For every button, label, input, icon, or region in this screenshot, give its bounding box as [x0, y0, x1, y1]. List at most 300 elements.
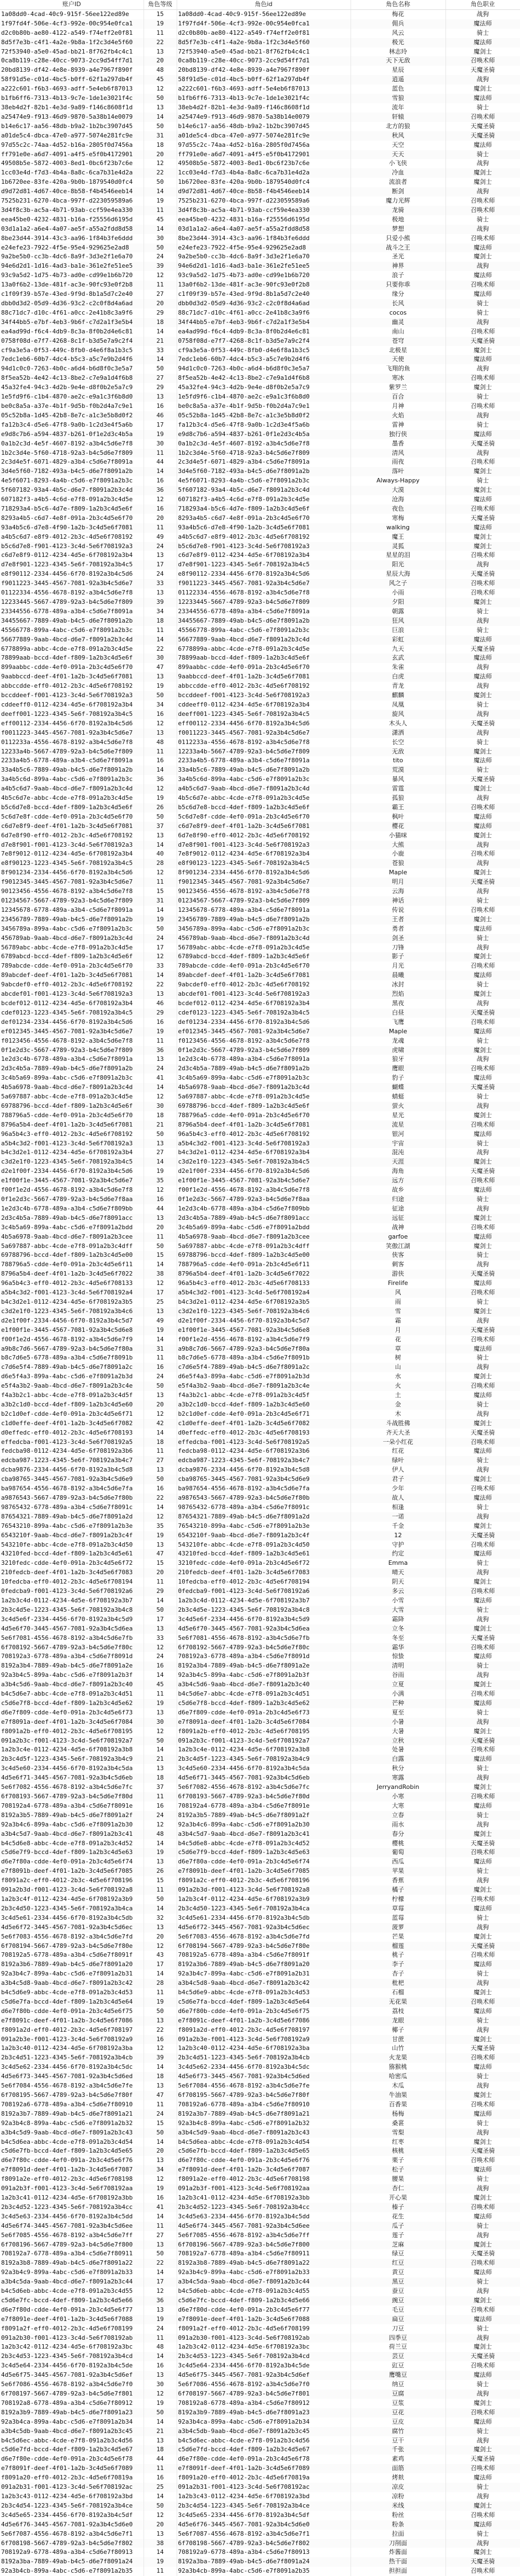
cell-role-job[interactable]: 魔剑士 — [445, 1307, 520, 1316]
cell-role-job[interactable]: 魔法师 — [445, 1857, 520, 1867]
cell-role-id[interactable]: 2b3c4d5f-1223-4345-5e6f-708192a3b4c9 — [177, 1755, 351, 1764]
cell-role-job[interactable]: 骑士 — [445, 980, 520, 990]
cell-role-level[interactable]: 32 — [144, 1914, 177, 1923]
cell-role-level[interactable]: 16 — [144, 756, 177, 766]
cell-role-name[interactable]: 花 — [351, 1335, 445, 1345]
cell-role-id[interactable]: c6d7e8f9-0112-4234-4d5e-6f708192a3b4 — [177, 551, 351, 560]
cell-role-id[interactable]: 6f708195-5667-4789-92a3-b4c5d6e7f80f — [177, 2091, 351, 2100]
cell-role-level[interactable]: 24 — [144, 2110, 177, 2119]
cell-role-job[interactable]: 召唤术师 — [445, 196, 520, 206]
cell-account-id[interactable]: 3c4d5e65-2334-4456-6f70-8192a3b4c5df — [0, 2511, 144, 2520]
cell-role-name[interactable]: 千张 — [351, 2445, 445, 2455]
table-row[interactable] — [0, 2389, 520, 2399]
cell-role-id[interactable]: a5b4c3d2-f001-4123-3c4d-5e6f708192a4 — [177, 1288, 351, 1298]
cell-role-level[interactable]: 50 — [144, 178, 177, 187]
cell-account-id[interactable]: d6e7f80d-cdde-4ef0-091a-2b3c4d5e6f77 — [0, 2306, 144, 2315]
cell-role-id[interactable]: e8f90112-2334-4456-6f70-8192a3b4c5d6 — [177, 570, 351, 579]
table-row[interactable] — [0, 1699, 520, 1708]
cell-account-id[interactable]: 69788796-bccd-4def-f809-1a2b3c4d5e6f — [0, 1102, 144, 1111]
cell-role-id[interactable]: 38eb4d2f-82b1-4e3d-9a89-f146c8608f1d — [177, 103, 351, 113]
cell-account-id[interactable]: 56677889-9aab-4bcd-d6e7-f8091a2b3c4d — [0, 635, 144, 645]
cell-account-id[interactable]: 708192a8-6778-489a-a3b4-c5d6e7f80912 — [0, 2399, 144, 2408]
cell-role-level[interactable]: 46 — [144, 411, 177, 421]
table-row[interactable] — [0, 1410, 520, 1419]
cell-role-job[interactable]: 骑士 — [445, 700, 520, 710]
table-row[interactable] — [0, 2371, 520, 2380]
cell-account-id[interactable]: b4c3d2e1-0112-4234-4d5e-6f708192a3b4 — [0, 1148, 144, 1157]
cell-role-level[interactable]: 19 — [144, 1531, 177, 1541]
cell-role-id[interactable]: 4e5f6071-8293-4a4b-c5d6-e7f8091a2b3c — [177, 476, 351, 486]
cell-role-name[interactable]: 独行侠 — [351, 430, 445, 439]
cell-account-id[interactable]: 708192a6-6778-489a-a3b4-c5d6e7f80910 — [0, 2100, 144, 2110]
cell-role-level[interactable]: 45 — [144, 75, 177, 84]
table-row[interactable] — [0, 2016, 520, 2026]
cell-role-level[interactable]: 49 — [144, 1316, 177, 1326]
cell-role-level[interactable]: 17 — [144, 1960, 177, 1969]
cell-role-job[interactable]: 魔法师 — [445, 635, 520, 645]
cell-account-id[interactable]: 708192a3-6778-489a-a3b4-c5d6e7f8091d — [0, 1652, 144, 1661]
cell-role-id[interactable]: 01122334-4556-4678-8192-a3b4c5d6e7f8 — [177, 588, 351, 598]
cell-role-level[interactable]: 12 — [144, 952, 177, 962]
cell-role-name[interactable]: 凤凰 — [351, 700, 445, 710]
cell-role-name[interactable]: 荔枝 — [351, 2007, 445, 2016]
cell-role-name[interactable]: 纳豆 — [351, 2380, 445, 2389]
table-row[interactable] — [0, 626, 520, 635]
cell-role-job[interactable]: 战狗 — [445, 617, 520, 626]
cell-role-id[interactable]: f8091a20-eff0-4012-2b3c-4d5e6f70819a — [177, 2473, 351, 2483]
cell-role-level[interactable]: 14 — [144, 1157, 177, 1167]
cell-role-level[interactable]: 11 — [144, 747, 177, 757]
cell-role-job[interactable]: 魔剑士 — [445, 2091, 520, 2100]
table-row[interactable] — [0, 1270, 520, 1279]
cell-role-level[interactable]: 13 — [144, 2530, 177, 2539]
cell-role-id[interactable]: bcdef012-0112-4234-4d5e-6f708192a3b4 — [177, 999, 351, 1008]
cell-role-job[interactable]: 魔法师 — [445, 1447, 520, 1456]
table-row[interactable] — [0, 645, 520, 654]
cell-role-name[interactable]: 立春 — [351, 1811, 445, 1820]
cell-role-level[interactable]: 19 — [144, 1699, 177, 1708]
cell-account-id[interactable]: 12345678-6778-489a-a3b4-c5d6e7f8091a — [0, 906, 144, 915]
cell-role-name[interactable]: 极光 — [351, 38, 445, 47]
cell-role-level[interactable]: 14 — [144, 2418, 177, 2427]
cell-role-level[interactable]: 13 — [144, 2240, 177, 2250]
cell-role-name[interactable]: 星辰 — [351, 66, 445, 75]
table-row[interactable] — [0, 1475, 520, 1484]
table-row[interactable] — [0, 607, 520, 617]
cell-role-name[interactable]: 多云 — [351, 1587, 445, 1596]
cell-role-level[interactable]: 21 — [144, 1755, 177, 1764]
cell-role-job[interactable]: 召唤术师 — [445, 2259, 520, 2268]
table-row[interactable] — [0, 1960, 520, 1969]
table-row[interactable] — [0, 1643, 520, 1653]
cell-role-level[interactable]: 36 — [144, 775, 177, 784]
cell-role-id[interactable]: 45a32fe4-94c3-4d2b-9e4e-d8f0b2e5a7c9 — [177, 383, 351, 392]
cell-role-name[interactable]: 哈密瓜 — [351, 2072, 445, 2081]
cell-role-name[interactable]: 橘子 — [351, 1885, 445, 1895]
cell-role-job[interactable]: 魔剑士 — [445, 2399, 520, 2408]
cell-role-name[interactable]: 风 — [351, 1288, 445, 1298]
cell-role-level[interactable]: 16 — [144, 504, 177, 514]
cell-role-job[interactable]: 魔剑士 — [445, 747, 520, 757]
cell-role-id[interactable]: dbb0d3d2-05d9-4d36-93c2-c2c0f8d4a6ad — [177, 299, 351, 309]
cell-role-job[interactable]: 魔剑士 — [445, 2501, 520, 2511]
cell-role-id[interactable]: 4d5e6f75-3445-4567-7081-92a3b4c5d6ef — [177, 2371, 351, 2380]
cell-role-level[interactable]: 11 — [144, 2567, 177, 2576]
cell-role-id[interactable]: 2b3c4d52-1223-4345-5e6f-708192a3b4cc — [177, 2203, 351, 2212]
cell-account-id[interactable]: 4b5c6d7e-abbc-4cde-e7f8-091a2b3c4d5e — [0, 794, 144, 803]
cell-role-job[interactable]: 召唤术师 — [445, 327, 520, 337]
cell-role-job[interactable]: 召唤术师 — [445, 1484, 520, 1494]
cell-role-name[interactable]: 鹰眼 — [351, 1064, 445, 1074]
cell-role-id[interactable]: 789abcde-cdde-4ef0-091a-2b3c4d5e6f70 — [177, 962, 351, 971]
cell-role-name[interactable]: 莲子 — [351, 2231, 445, 2240]
table-row[interactable] — [0, 2277, 520, 2287]
cell-role-name[interactable]: 雪梨 — [351, 2128, 445, 2138]
cell-role-id[interactable]: f8091a2f-eff0-4012-2b3c-4d5e6f708199 — [177, 2324, 351, 2334]
cell-role-job[interactable]: 魔剑士 — [445, 467, 520, 476]
cell-role-id[interactable]: 1a08dd0-4cad-40c9-915f-56ee122ed89e — [177, 9, 351, 19]
table-row[interactable] — [0, 1018, 520, 1027]
table-row[interactable] — [0, 1549, 520, 1559]
table-row[interactable] — [0, 1186, 520, 1195]
cell-role-id[interactable]: 94d1c0c0-7263-4b0c-a6d4-b6d8f0c3e5a7 — [177, 364, 351, 374]
table-row[interactable] — [0, 1447, 520, 1456]
cell-role-level[interactable]: 50 — [144, 2249, 177, 2259]
table-row[interactable] — [0, 1615, 520, 1624]
cell-role-level[interactable]: 13 — [144, 2436, 177, 2446]
cell-role-level[interactable]: 12 — [144, 84, 177, 94]
cell-role-job[interactable]: 召唤术师 — [445, 234, 520, 243]
cell-role-level[interactable]: 12 — [144, 1820, 177, 1830]
cell-account-id[interactable]: 45566778-899a-4abc-c5d6-e7f8091a2b3c — [0, 626, 144, 635]
table-row[interactable] — [0, 1288, 520, 1298]
cell-role-name[interactable]: 墨香 — [351, 439, 445, 449]
cell-account-id[interactable]: d2e1f00f-2334-4456-6f70-8192a3b4c5d6 — [0, 1167, 144, 1176]
cell-role-name[interactable]: 豆花 — [351, 2408, 445, 2418]
cell-role-id[interactable]: a4b5c6d7-9aab-4bcd-d6e7-f8091a2b3c4d — [177, 784, 351, 794]
cell-role-name[interactable]: 小满 — [351, 1690, 445, 1699]
cell-role-level[interactable]: 12 — [144, 1512, 177, 1522]
cell-role-name[interactable]: 紫罗兰 — [351, 383, 445, 392]
cell-role-id[interactable]: 1a2b3c4e-0112-4234-4d5e-6f708192a3b8 — [177, 1745, 351, 1755]
cell-role-id[interactable]: e9d8c7b6-a594-4837-b261-0f1e2d3c4b5a — [177, 430, 351, 439]
table-row[interactable] — [0, 1391, 520, 1400]
cell-account-id[interactable]: 72f53940-a5e0-45ad-bb21-8f762fb4c4c1 — [0, 47, 144, 57]
table-row[interactable] — [0, 47, 520, 57]
cell-role-id[interactable]: 788796a5-cdde-4ef0-091a-2b3c4d5e6f70 — [177, 1111, 351, 1120]
cell-role-name[interactable]: 风云 — [351, 29, 445, 38]
cell-role-level[interactable]: 50 — [144, 243, 177, 253]
cell-role-id[interactable]: 1e5fd9f6-c1b4-4870-ae2c-e9a1c3f6b8d0 — [177, 392, 351, 402]
cell-role-name[interactable]: 故人 — [351, 1494, 445, 1503]
cell-role-name[interactable]: 星光 — [351, 1111, 445, 1120]
cell-role-level[interactable]: 19 — [144, 2399, 177, 2408]
cell-account-id[interactable]: 1a2b3c41-0112-4234-4d5e-6f708192a3bb — [0, 2193, 144, 2203]
cell-role-level[interactable]: 11 — [144, 1353, 177, 1363]
cell-role-id[interactable]: 708192a5-6778-489a-a3b4-c5d6e7f8091f — [177, 1951, 351, 1960]
cell-role-level[interactable]: 13 — [144, 2306, 177, 2315]
cell-role-id[interactable]: 5e6f7081-4556-4678-8192-a3b4c5d6e7fb — [177, 1634, 351, 1643]
cell-role-id[interactable]: 92a3b4c8-899a-4abc-c5d6-e7f8091a2b32 — [177, 2119, 351, 2128]
cell-role-name[interactable]: 朝露 — [351, 607, 445, 617]
cell-role-level[interactable]: 18 — [144, 318, 177, 327]
cell-role-name[interactable]: 毛豆 — [351, 2306, 445, 2315]
cell-role-job[interactable]: 天魔圣骑 — [445, 131, 520, 141]
cell-role-job[interactable]: 骑士 — [445, 2483, 520, 2492]
cell-role-job[interactable]: 天魔圣骑 — [445, 775, 520, 784]
cell-role-level[interactable]: 15 — [144, 2119, 177, 2128]
cell-role-id[interactable]: eff00112-2334-4456-6f70-8192a3b4c5d6 — [177, 719, 351, 729]
cell-account-id[interactable]: 3456789a-899a-4abc-c5d6-e7f8091a2b3c — [0, 925, 144, 934]
table-row[interactable] — [0, 1773, 520, 1783]
cell-role-name[interactable]: 神界 — [351, 262, 445, 271]
cell-account-id[interactable]: 1a2b3c4d-0112-4234-4d5e-6f708192a3b7 — [0, 1596, 144, 1606]
cell-role-level[interactable]: 14 — [144, 766, 177, 775]
cell-role-level[interactable]: 24 — [144, 1652, 177, 1661]
table-row[interactable] — [0, 1298, 520, 1307]
table-row[interactable] — [0, 1512, 520, 1522]
cell-role-level[interactable]: 19 — [144, 1998, 177, 2007]
table-row[interactable] — [0, 2128, 520, 2138]
cell-role-name[interactable]: 凉皮 — [351, 2483, 445, 2492]
cell-role-id[interactable]: 12233a4b-5667-4789-92a3-b4c5d6e7f809 — [177, 747, 351, 757]
cell-account-id[interactable]: 8796a5b4-deef-4f01-1a2b-3c4d5e6f7081 — [0, 1120, 144, 1130]
cell-role-job[interactable]: 魔法师 — [445, 523, 520, 533]
cell-account-id[interactable]: 6543210f-9aab-4bcd-d6e7-f8091a2b3c4f — [0, 1531, 144, 1541]
cell-account-id[interactable]: 091a2b31-f001-4123-3c4d-5e6f708192ac — [0, 2483, 144, 2492]
cell-account-id[interactable]: 7e8f9012-0112-4234-4d5e-6f708192a3b4 — [0, 849, 144, 859]
cell-role-job[interactable]: 召唤术师 — [445, 588, 520, 598]
cell-role-name[interactable]: JerryandRobin — [351, 1783, 445, 1792]
table-row[interactable] — [0, 66, 520, 75]
cell-role-name[interactable]: 流星 — [351, 1120, 445, 1130]
cell-account-id[interactable]: c5d6e7fb-bccd-4def-f809-1a2b3c4d5e65 — [0, 2147, 144, 2156]
cell-role-level[interactable]: 25 — [144, 2483, 177, 2492]
cell-account-id[interactable]: 8192a3b5-7889-49ab-b4c5-d6e7f8091a2f — [0, 1811, 144, 1820]
cell-role-level[interactable]: 19 — [144, 196, 177, 206]
cell-role-name[interactable]: 火 — [351, 1382, 445, 1391]
table-row[interactable] — [0, 1792, 520, 1802]
cell-role-name[interactable]: 流年 — [351, 103, 445, 113]
cell-role-name[interactable]: cocos — [351, 309, 445, 318]
cell-role-id[interactable]: 92a3b4ca-899a-4abc-c5d6-e7f8091a2b34 — [177, 2418, 351, 2427]
cell-account-id[interactable]: 8192a3b8-7889-49ab-b4c5-d6e7f8091a22 — [0, 2259, 144, 2268]
cell-role-job[interactable]: 召唤术师 — [445, 1895, 520, 1904]
cell-role-id[interactable]: 1a2b3c4d-0112-4234-4d5e-6f708192a3b7 — [177, 1596, 351, 1606]
cell-role-name[interactable]: 君子 — [351, 1475, 445, 1484]
cell-role-job[interactable]: 骑士 — [445, 1606, 520, 1615]
cell-account-id[interactable]: a3b2c1d0-bccd-4def-f809-1a2b3c4d5e60 — [0, 1400, 144, 1410]
cell-account-id[interactable]: 56789abc-abbc-4cde-e7f8-091a2b3c4d5e — [0, 943, 144, 953]
cell-account-id[interactable]: 92a3b4ca-899a-4abc-c5d6-e7f8091a2b34 — [0, 2418, 144, 2427]
cell-account-id[interactable]: 789abcde-cdde-4ef0-091a-2b3c4d5e6f70 — [0, 962, 144, 971]
cell-account-id[interactable]: fa12b3c4-d5e6-47f8-9a0b-1c2d3e4f5a6b — [0, 421, 144, 430]
cell-role-job[interactable]: 骑士 — [445, 1969, 520, 1979]
cell-account-id[interactable]: 12233a4b-5667-4789-92a3-b4c5d6e7f809 — [0, 747, 144, 757]
cell-role-level[interactable]: 13 — [144, 1055, 177, 1064]
cell-role-job[interactable]: 召唤术师 — [445, 2306, 520, 2315]
cell-role-job[interactable]: 召唤术师 — [445, 579, 520, 588]
cell-role-level[interactable]: 48 — [144, 1830, 177, 1839]
cell-role-name[interactable]: 担担面 — [351, 2567, 445, 2576]
cell-role-job[interactable]: 魔法师 — [445, 1233, 520, 1242]
cell-role-id[interactable]: ba987654-4556-4678-8192-a3b4c5d6e7fa — [177, 1484, 351, 1494]
cell-account-id[interactable]: 5e6f7087-4556-4678-8192-a3b4c5d6e7f1 — [0, 2530, 144, 2539]
cell-role-id[interactable]: 607182f3-a4b5-4c6d-e7f8-091a2b3c4d5e — [177, 495, 351, 504]
cell-account-id[interactable]: c5d6e7f9-bccd-4def-f809-1a2b3c4d5e63 — [0, 1848, 144, 1857]
cell-account-id[interactable]: 88c71dc7-d10c-4f61-a0cc-2e41b8c3a9f6 — [0, 309, 144, 318]
table-row[interactable] — [0, 2222, 520, 2231]
cell-account-id[interactable]: f00f1e2d-4556-4678-8192-a3b4c5d6e7f9 — [0, 1335, 144, 1345]
cell-role-name[interactable]: 魔王 — [351, 533, 445, 542]
cell-role-level[interactable]: 47 — [144, 663, 177, 672]
cell-role-job[interactable]: 召唤术师 — [445, 803, 520, 812]
cell-role-level[interactable]: 48 — [144, 2343, 177, 2352]
cell-role-id[interactable]: d6e7f80e-cdde-4ef0-091a-2b3c4d5e6f78 — [177, 2455, 351, 2464]
cell-role-id[interactable]: 2d3c4b5a-7889-49ab-b4c5-d6e7f8091a2b — [177, 1064, 351, 1074]
cell-role-job[interactable]: 魔法师 — [445, 290, 520, 299]
cell-account-id[interactable]: d2c0b80b-ae80-4122-a549-f74eff2e0f81 — [0, 29, 144, 38]
table-row[interactable] — [0, 2567, 520, 2576]
cell-account-id[interactable]: 92a3b4cb-899a-4abc-c5d6-e7f8091a2b35 — [0, 2567, 144, 2576]
cell-role-job[interactable]: 魔剑士 — [445, 2240, 520, 2250]
table-row[interactable] — [0, 952, 520, 962]
cell-role-id[interactable]: 92a3b4c9-899a-4abc-c5d6-e7f8091a2b33 — [177, 2268, 351, 2277]
cell-role-name[interactable]: 明月 — [351, 878, 445, 887]
cell-role-level[interactable]: 16 — [144, 1363, 177, 1372]
cell-role-level[interactable]: 20 — [144, 1400, 177, 1410]
cell-role-level[interactable]: 27 — [144, 290, 177, 299]
cell-role-job[interactable]: 魔剑士 — [445, 542, 520, 551]
cell-role-name[interactable]: 轩辕 — [351, 113, 445, 122]
cell-role-name[interactable]: 笑傲江湖 — [351, 1242, 445, 1251]
cell-role-name[interactable]: 清明 — [351, 1661, 445, 1671]
cell-role-id[interactable]: a25474e9-f913-46d9-9870-5a38b14e0079 — [177, 113, 351, 122]
table-row[interactable] — [0, 2492, 520, 2501]
table-row[interactable] — [0, 2081, 520, 2091]
cell-role-name[interactable]: 宇宙 — [351, 1139, 445, 1149]
cell-role-id[interactable]: c7d6e5f4-7889-49ab-b4c5-d6e7f8091a2c — [177, 1363, 351, 1372]
table-row[interactable] — [0, 1867, 520, 1876]
cell-role-name[interactable]: tito — [351, 756, 445, 766]
cell-role-job[interactable]: 骑士 — [445, 29, 520, 38]
cell-role-name[interactable]: 影子 — [351, 952, 445, 962]
cell-role-id[interactable]: 5e6f7085-4556-4678-8192-a3b4c5d6e7ff — [177, 2231, 351, 2240]
cell-account-id[interactable]: 0ca8b119-c28e-40cc-9073-2cc9d54ff7d1 — [0, 56, 144, 66]
cell-role-id[interactable]: e24efe23-7922-4f5e-95e4-929625e2ad8 — [177, 243, 351, 253]
cell-account-id[interactable]: b1fb6ff6-7313-4b13-9c7e-1de1e3021f4c — [0, 94, 144, 103]
cell-role-id[interactable]: 4d5e6f76-3445-4567-7081-92a3b4c5d6e0 — [177, 2520, 351, 2530]
cell-role-id[interactable]: d0effedc-eff0-4012-2b3c-4d5e6f708193 — [177, 1428, 351, 1438]
cell-role-name[interactable]: 只要你乖 — [351, 280, 445, 290]
cell-account-id[interactable]: 4d5e6f70-3445-4567-7081-92a3b4c5d6ea — [0, 1624, 144, 1634]
cell-account-id[interactable]: e7f8091c-deef-4f01-1a2b-3c4d5e6f7086 — [0, 2016, 144, 2026]
cell-role-level[interactable]: 12 — [144, 2389, 177, 2399]
cell-account-id[interactable]: 3210fedc-cdde-4ef0-091a-2b3c4d5e6f72 — [0, 1559, 144, 1568]
cell-role-job[interactable]: 召唤术师 — [445, 1643, 520, 1653]
cell-role-name[interactable]: 豆腐 — [351, 2389, 445, 2399]
table-row[interactable] — [0, 1718, 520, 1727]
cell-account-id[interactable]: 3d4f8c3b-ac5a-4b71-93ab-ccf59e4ea330 — [0, 206, 144, 215]
cell-account-id[interactable]: b4c3d2e1-0112-4234-4d5e-6f708192a3b5 — [0, 1298, 144, 1307]
cell-role-level[interactable]: 14 — [144, 1969, 177, 1979]
cell-role-job[interactable]: 骑士 — [445, 299, 520, 309]
cell-account-id[interactable]: a9b8c7d6-5667-4789-92a3-b4c5d6e7f80a — [0, 1345, 144, 1354]
cell-account-id[interactable]: 10fedcba-eff0-4012-2b3c-4d5e6f708194 — [0, 1578, 144, 1587]
cell-role-job[interactable]: 魔法师 — [445, 1904, 520, 1914]
cell-account-id[interactable]: 98765432-6778-489a-a3b4-c5d6e7f8091c — [0, 1503, 144, 1512]
table-row[interactable] — [0, 215, 520, 225]
cell-account-id[interactable]: 4d5e6f72-3445-4567-7081-92a3b4c5d6ec — [0, 1923, 144, 1932]
table-row[interactable] — [0, 1764, 520, 1773]
cell-role-level[interactable]: 12 — [144, 495, 177, 504]
table-row[interactable] — [0, 56, 520, 66]
cell-role-level[interactable]: 11 — [144, 2100, 177, 2110]
cell-role-level[interactable]: 13 — [144, 2371, 177, 2380]
cell-account-id[interactable]: f8091a2d-eff0-4012-2b3c-4d5e6f708197 — [0, 2026, 144, 2035]
cell-role-id[interactable]: 45566778-899a-4abc-c5d6-e7f8091a2b3c — [177, 626, 351, 635]
cell-role-level[interactable]: 14 — [144, 841, 177, 850]
cell-role-id[interactable]: c5d6e7fc-bccd-4def-f809-1a2b3c4d5e66 — [177, 2296, 351, 2306]
cell-role-id[interactable]: deeff001-1223-4345-5e6f-708192a3b4c5 — [177, 710, 351, 719]
cell-role-level[interactable]: 12 — [144, 1942, 177, 1951]
cell-role-level[interactable]: 13 — [144, 551, 177, 560]
cell-account-id[interactable]: 49508b5e-5872-4003-8ed1-0bc6f23b7c6e — [0, 159, 144, 168]
cell-role-id[interactable]: 3c4d5e65-2334-4456-6f70-8192a3b4c5df — [177, 2511, 351, 2520]
cell-role-job[interactable]: 战狗 — [445, 2539, 520, 2548]
cell-role-level[interactable]: 19 — [144, 1027, 177, 1037]
cell-role-level[interactable]: 13 — [144, 1764, 177, 1773]
cell-role-id[interactable]: 0fedcba9-f001-4123-3c4d-5e6f708192a6 — [177, 1587, 351, 1596]
cell-account-id[interactable]: 23344556-6778-489a-a3b4-c5d6e7f8091a — [0, 607, 144, 617]
cell-role-job[interactable]: 天魔圣骑 — [445, 337, 520, 346]
cell-role-level[interactable]: 19 — [144, 682, 177, 691]
cell-role-name[interactable]: 杏子 — [351, 1969, 445, 1979]
cell-role-level[interactable]: 13 — [144, 2156, 177, 2165]
cell-role-job[interactable]: 骑士 — [445, 215, 520, 225]
cell-role-name[interactable]: 蓝莓 — [351, 1914, 445, 1923]
cell-role-id[interactable]: d7e8f901-f001-4123-3c4d-5e6f708192a3 — [177, 841, 351, 850]
cell-role-level[interactable]: 35 — [144, 1522, 177, 1531]
cell-role-name[interactable]: 大漠 — [351, 486, 445, 495]
cell-role-level[interactable]: 16 — [144, 1195, 177, 1204]
cell-role-job[interactable]: 召唤术师 — [445, 2361, 520, 2371]
cell-role-id[interactable]: 3a4b5c6d-899a-4abc-c5d6-e7f8091a2b3c — [177, 775, 351, 784]
cell-role-level[interactable]: 15 — [144, 1251, 177, 1260]
cell-role-id[interactable]: b5c6d7e8-f901-4123-3c4d-5e6f708192a3 — [177, 542, 351, 551]
cell-role-job[interactable]: 召唤术师 — [445, 849, 520, 859]
cell-role-id[interactable]: 708192a4-6778-489a-a3b4-c5d6e7f8091e — [177, 1802, 351, 1811]
cell-role-id[interactable]: 8f5ea52b-4e42-4c13-8be2-c7e9a1d4f6b8 — [177, 374, 351, 383]
cell-role-level[interactable]: 18 — [144, 141, 177, 150]
cell-account-id[interactable]: 2b3c4d5f-1223-4345-5e6f-708192a3b4c9 — [0, 1755, 144, 1764]
cell-role-level[interactable]: 11 — [144, 2334, 177, 2343]
cell-role-name[interactable]: 树 — [351, 1353, 445, 1363]
table-row[interactable] — [0, 2380, 520, 2389]
cell-role-level[interactable]: 13 — [144, 588, 177, 598]
cell-role-id[interactable]: 7edc1eb6-60b7-4dc4-b5c3-a5c7e9b2d4f6 — [177, 355, 351, 364]
cell-role-name[interactable]: 龙眼 — [351, 2016, 445, 2026]
table-row[interactable] — [0, 19, 520, 29]
cell-role-name[interactable]: 潇洒 — [351, 729, 445, 738]
cell-role-job[interactable]: 召唤术师 — [445, 1951, 520, 1960]
cell-account-id[interactable]: 2b3c4d53-1223-4345-5e6f-708192a3b4cd — [0, 2352, 144, 2361]
cell-role-name[interactable]: 花生 — [351, 2212, 445, 2222]
cell-role-id[interactable]: b4c5d6ea-abbc-4cde-e7f8-091a2b3c4d54 — [177, 2138, 351, 2147]
cell-role-job[interactable]: 魔剑士 — [445, 2343, 520, 2352]
table-row[interactable] — [0, 934, 520, 943]
cell-role-name[interactable]: 一诺 — [351, 1512, 445, 1522]
